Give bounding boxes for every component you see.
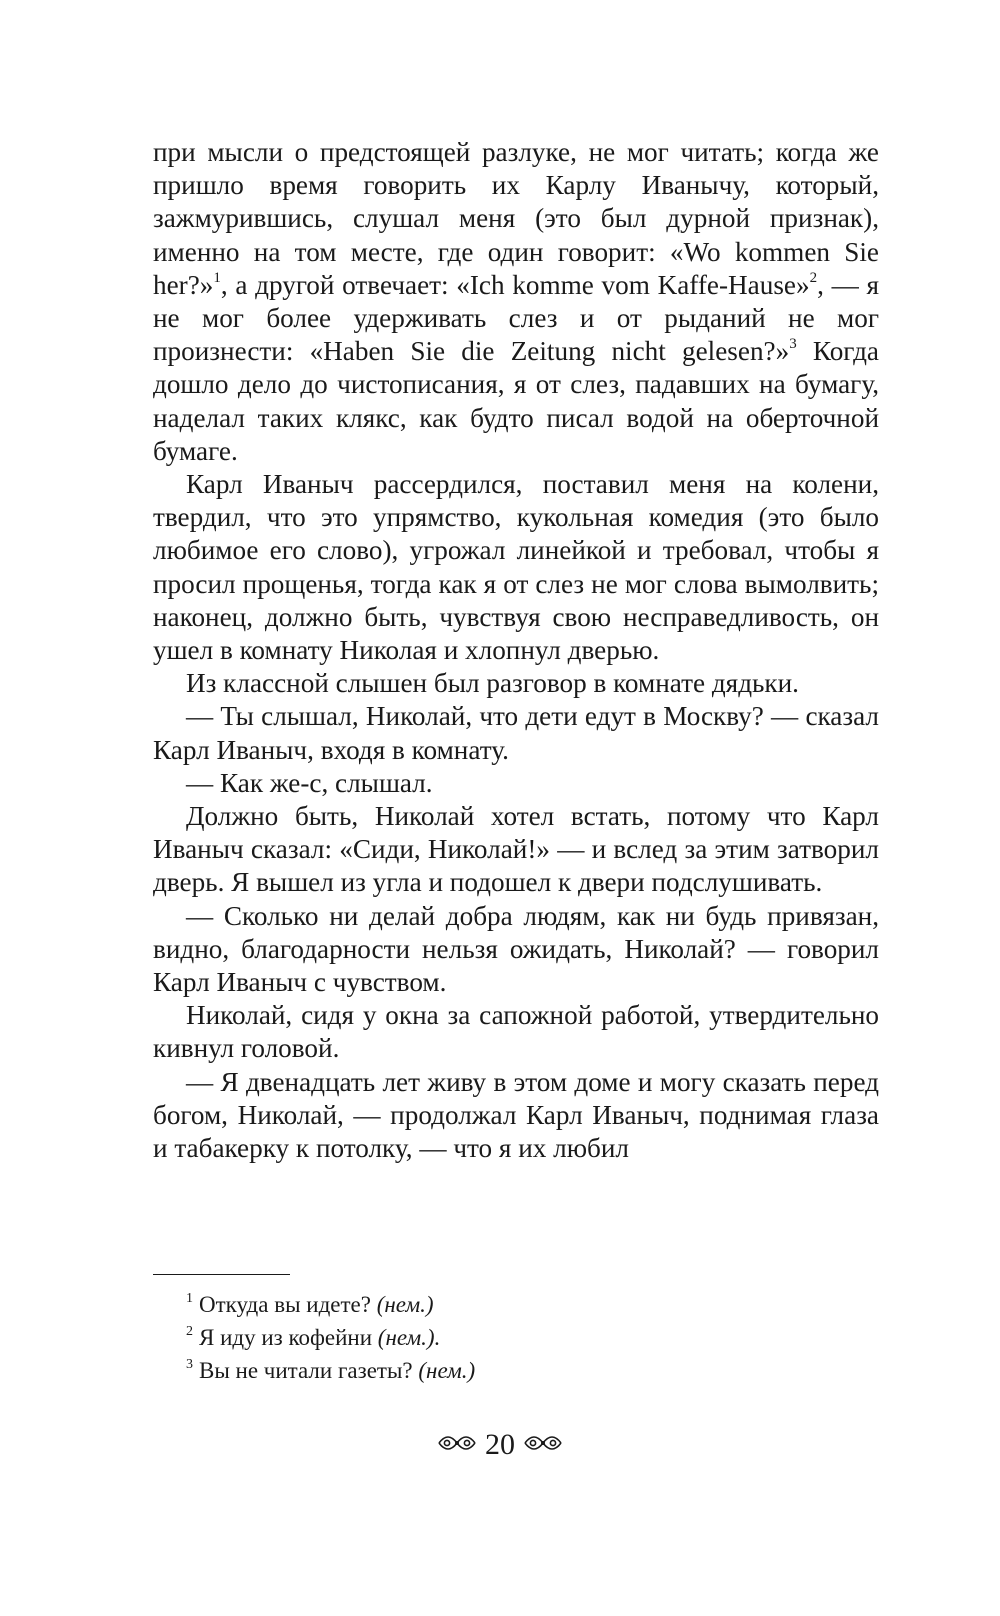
paragraph-text: — Ты слышал, Николай, что дети едут в Москву? — сказал Карл Иваныч, входя в комнату. — [153, 701, 879, 765]
footnote-number: 1 — [186, 1291, 193, 1307]
page-number-footer — [0, 1425, 1000, 1463]
paragraph — [153, 136, 879, 468]
paragraph-text: Из классной слышен был разговор в комнате дядьки. — [186, 668, 799, 699]
paragraph-text: — Сколько ни делай добра людям, как ни будь привязан, видно, благодарности нельзя ожидать, Николай? — говорил Карл Иваныч с чувством. — [153, 900, 879, 998]
paragraph — [153, 900, 879, 1000]
paragraph-text: Николай, сидя у окна за сапожной работой, утвердительно кивнул головой. — [153, 1000, 879, 1064]
footnote-language: (нем.) — [376, 1292, 434, 1317]
paragraph — [153, 700, 879, 766]
footnote-divider — [153, 1274, 290, 1275]
page-number: 20 — [485, 1428, 515, 1462]
paragraph-text: при мысли о предстоящей разлуке, не мог читать; когда же пришло время говорить их Карлу Иванычу, который, зажмурившись, слушал меня (это был дурной признак), именно на том месте, где один говорит: «Wo kommen Sie her?» — [153, 137, 879, 300]
footnote-text: Вы не читали газеты? — [199, 1358, 413, 1383]
paragraph-text: Карл Иваныч рассердился, поставил меня на колени, твердил, что это упрямство, кукольная комедия (это было любимое его слово), угрожал линейкой и требовал, чтобы я просил прощенья, тогда как я от слез не мог слова вымолвить; наконец, должно быть, чувствуя свою несправедливость, он ушел в комнату Николая и хлопнул дверью. — [153, 469, 879, 666]
paragraph-text: Должно быть, Николай хотел встать, потому что Карл Иваныч сказал: «Сиди, Николай!» — и вслед за этим затворил дверь. Я вышел из угла и подошел к двери подслушивать. — [153, 801, 879, 898]
paragraph — [153, 667, 879, 700]
body-text — [153, 136, 879, 1165]
paragraph — [153, 800, 879, 900]
footnote-2 — [186, 1321, 876, 1354]
footnote-text: Откуда вы идете? — [199, 1292, 371, 1317]
footnote-1 — [186, 1288, 876, 1321]
flourish-ornament-icon — [523, 1427, 563, 1463]
paragraph-text: Когда дошло дело до чистописания, я от слез, падавших на бумагу, наделал таких клякс, как будто писал водой на оберточной бумаге. — [153, 336, 879, 466]
paragraph-text: , а другой отвечает: «Ich komme vom Kaffe-Hause» — [220, 269, 810, 300]
paragraph-text: , — я не мог более удерживать слез и от рыданий не мог произнести: «Haben Sie die Zeitung nicht gelesen?» — [153, 269, 879, 367]
footnote-text: Я иду из кофейни — [199, 1325, 373, 1350]
footnote-language: (нем.) — [418, 1358, 476, 1383]
paragraph — [153, 999, 879, 1065]
footnotes — [186, 1288, 876, 1387]
paragraph — [153, 468, 879, 667]
footnote-3 — [186, 1354, 876, 1387]
paragraph — [153, 767, 879, 800]
footnote-reference: 2 — [809, 269, 818, 286]
paragraph — [153, 1066, 879, 1166]
footnote-reference: 1 — [213, 269, 221, 286]
paragraph-text: — Я двенадцать лет живу в этом доме и могу сказать перед богом, Николай, — продолжал Карл Иваныч, поднимая глаза и табакерку к потолку, — что я их любил — [153, 1066, 879, 1164]
flourish-ornament-icon — [437, 1427, 477, 1463]
footnote-number: 2 — [186, 1324, 193, 1340]
paragraph-text: — Как же-с, слышал. — [186, 767, 433, 798]
footnote-language: (нем.). — [377, 1325, 441, 1350]
footnote-number: 3 — [186, 1357, 193, 1373]
footnote-reference: 3 — [789, 336, 797, 353]
